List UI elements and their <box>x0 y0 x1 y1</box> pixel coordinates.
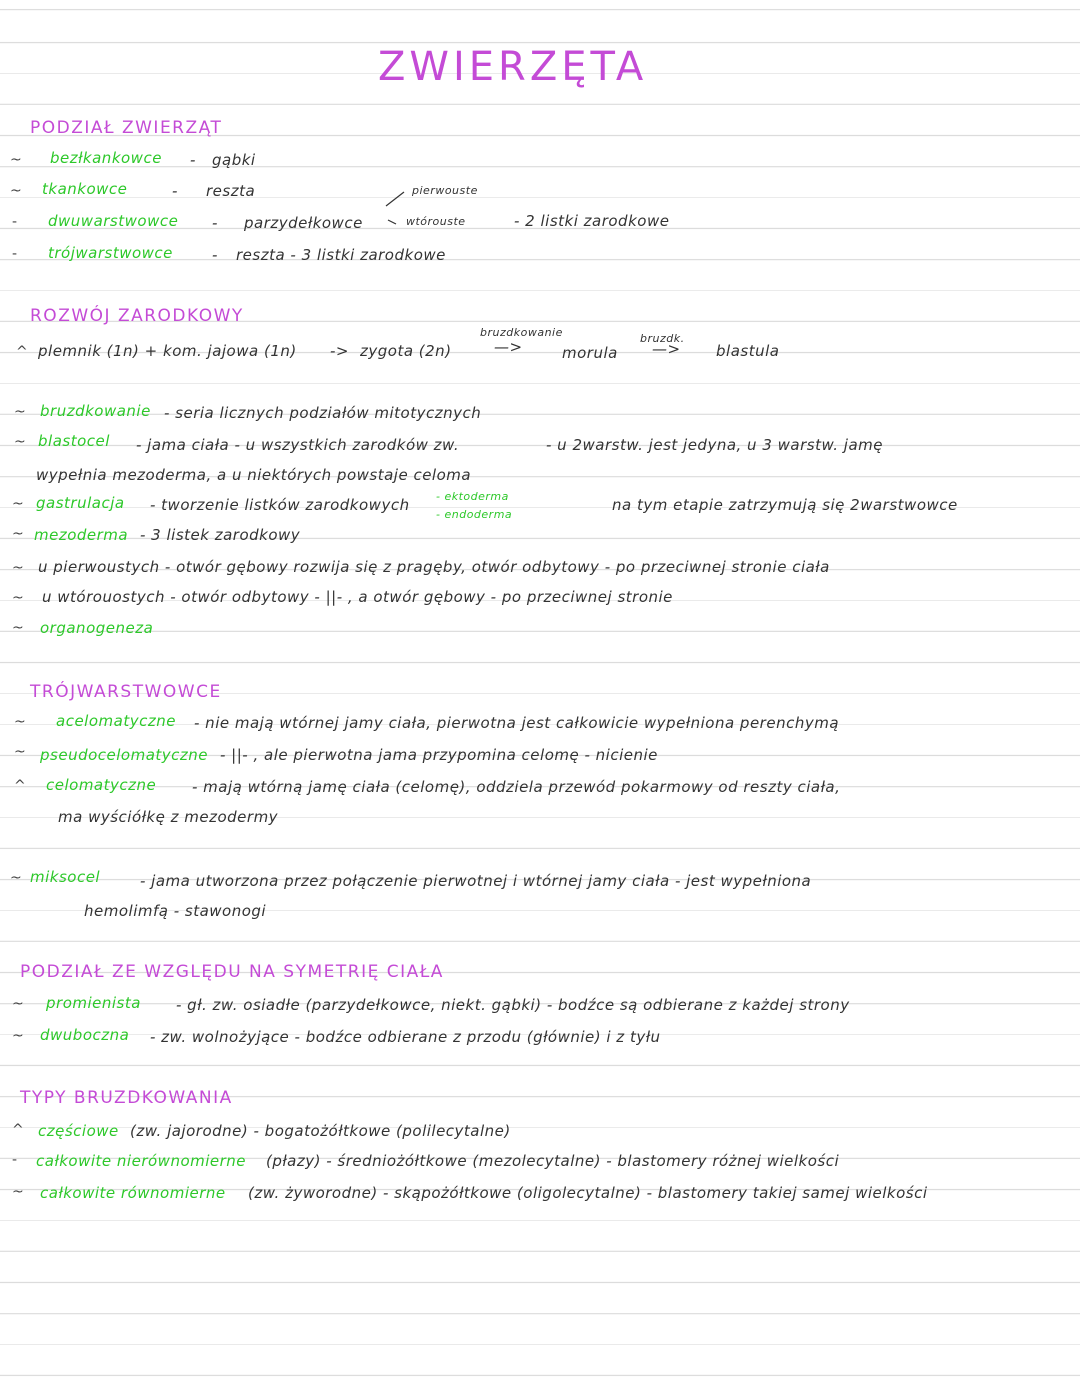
page-title: ZWIERZĘTA <box>378 44 648 90</box>
definition-cont: ma wyściółkę z mezodermy <box>58 808 279 826</box>
term: tkankowce <box>42 180 128 198</box>
definition: - mają wtórną jamę ciała (celomę), oddziela przewód pokarmowy od reszty ciała, <box>192 778 841 796</box>
bullet: ~ <box>10 152 22 168</box>
term: acelomatyczne <box>56 712 176 730</box>
term: gastrulacja <box>36 494 125 512</box>
term: częściowe <box>38 1122 119 1140</box>
bullet: ~ <box>12 560 24 576</box>
arrow-label: bruzdkowanie <box>480 326 563 339</box>
definition: - 3 listek zarodkowy <box>140 526 301 544</box>
term: bruzdkowanie <box>40 402 151 420</box>
definition: (zw. jajorodne) - bogatożółtkowe (polilecytalne) <box>130 1122 511 1140</box>
bullet: ^ <box>14 778 26 794</box>
section-heading-rozwoj: ROZWÓJ ZARODKOWY <box>30 306 244 326</box>
section-heading-trojwarstwowce: TRÓJWARSTWOWCE <box>30 682 222 702</box>
bullet: ~ <box>12 1184 24 1200</box>
term: całkowite nierównomierne <box>36 1152 247 1170</box>
bullet: ~ <box>14 434 26 450</box>
definition: u wtórouostych - otwór odbytowy - ||- , a otwór gębowy - po przeciwnej stronie <box>42 588 673 606</box>
definition: reszta - 3 listki zarodkowe <box>236 246 446 264</box>
separator: - <box>190 151 196 169</box>
bullet: ~ <box>12 1028 24 1044</box>
definition: - ||- , ale pierwotna jama przypomina celomę - nicienie <box>220 746 658 764</box>
bullet: ~ <box>12 590 24 606</box>
bullet: ~ <box>12 496 24 512</box>
arrow: -> <box>330 342 349 360</box>
term: bezłkankowce <box>50 149 162 167</box>
definition: - zw. wolnożyjące - bodźce odbierane z przodu (głównie) i z tyłu <box>150 1028 661 1046</box>
bullet: ^ <box>16 344 28 360</box>
separator: - <box>212 246 218 264</box>
bullet: ~ <box>12 996 24 1012</box>
arrow-label: bruzdk. <box>640 332 685 345</box>
term: blastocel <box>38 432 110 450</box>
term: całkowite równomierne <box>40 1184 226 1202</box>
bullet: ~ <box>14 404 26 420</box>
bullet: ~ <box>14 714 26 730</box>
definition: u pierwoustych - otwór gębowy rozwija się z pragęby, otwór odbytowy - po przeciwnej stronie ciała <box>38 558 830 576</box>
bullet: ~ <box>12 620 24 636</box>
bullet: ~ <box>10 870 22 886</box>
definition: - jama utworzona przez połączenie pierwotnej i wtórnej jamy ciała - jest wypełniona <box>140 872 812 890</box>
definition: - nie mają wtórnej jamy ciała, pierwotna jest całkowicie wypełniona perenchymą <box>194 714 840 732</box>
germ-layer: - ektoderma <box>436 490 509 503</box>
definition: parzydełkowce <box>244 214 363 232</box>
zygote: zygota (2n) <box>360 342 452 360</box>
term: celomatyczne <box>46 776 157 794</box>
definition: - seria licznych podziałów mitotycznych <box>164 404 482 422</box>
bullet: ~ <box>10 183 22 199</box>
blastula: blastula <box>716 342 780 360</box>
branch-bottom: wtórouste <box>406 215 466 228</box>
arrow: —> <box>652 340 681 358</box>
branch-marks <box>382 190 408 230</box>
section-heading-typy-bruzdkowania: TYPY BRUZDKOWANIA <box>20 1088 233 1108</box>
arrow: —> <box>494 338 523 356</box>
bullet: ^ <box>12 1122 24 1138</box>
definition-extra: - u 2warstw. jest jedyna, u 3 warstw. jamę <box>546 436 884 454</box>
definition: - gł. zw. osiadłe (parzydełkowce, niekt. gąbki) - bodźce są odbierane z każdej strony <box>176 996 850 1014</box>
definition: gąbki <box>212 151 256 169</box>
definition: (płazy) - średniożółtkowe (mezolecytalne) - blastomery różnej wielkości <box>266 1152 840 1170</box>
fertilization: plemnik (1n) + kom. jajowa (1n) <box>38 342 297 360</box>
term: pseudocelomatyczne <box>40 746 209 764</box>
definition: (zw. żyworodne) - skąpożółtkowe (oligolecytalne) - blastomery takiej samej wielkości <box>248 1184 928 1202</box>
bullet: ~ <box>12 526 24 542</box>
separator: - <box>172 182 178 200</box>
branch-top: pierwouste <box>412 184 478 197</box>
definition: reszta <box>206 182 256 200</box>
note: - 2 listki zarodkowe <box>514 212 670 230</box>
morula: morula <box>562 344 618 362</box>
term: promienista <box>46 994 141 1012</box>
definition-cont: hemolimfą - stawonogi <box>84 902 267 920</box>
term: trójwarstwowce <box>48 244 173 262</box>
term: organogeneza <box>40 619 154 637</box>
term: miksocel <box>30 868 101 886</box>
term: mezoderma <box>34 526 129 544</box>
bullet: ~ <box>14 744 26 760</box>
definition: - jama ciała - u wszystkich zarodków zw. <box>136 436 460 454</box>
term: dwuwarstwowce <box>48 212 179 230</box>
definition: - tworzenie listków zarodkowych <box>150 496 410 514</box>
germ-layer: - endoderma <box>436 508 513 521</box>
bullet: - <box>12 214 18 230</box>
bullet: - <box>12 1152 18 1168</box>
term: dwuboczna <box>40 1026 130 1044</box>
note: na tym etapie zatrzymują się 2warstwowce <box>612 496 958 514</box>
separator: - <box>212 214 218 232</box>
section-heading-symetria: PODZIAŁ ZE WZGLĘDU NA SYMETRIĘ CIAŁA <box>20 962 444 982</box>
definition-cont: wypełnia mezoderma, a u niektórych powstaje celoma <box>36 466 472 484</box>
section-heading-podzial: PODZIAŁ ZWIERZĄT <box>30 118 223 138</box>
bullet: - <box>12 246 18 262</box>
